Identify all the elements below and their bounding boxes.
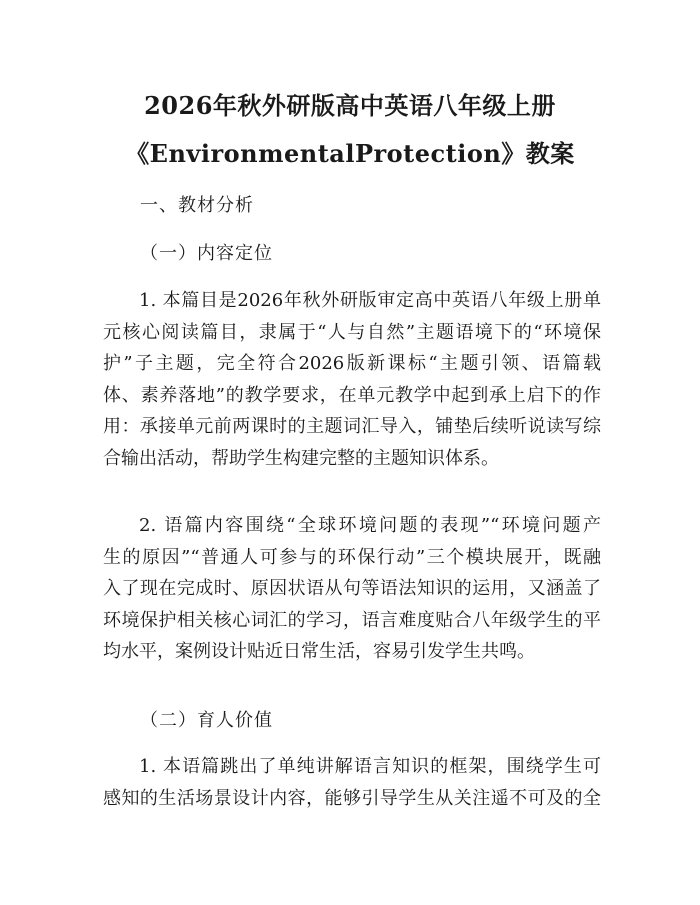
paragraph-1-line: 元核心阅读篇目，隶属于“人与自然”主题语境下的“环境保 [103, 321, 601, 343]
document-title-line-2: 《EnvironmentalProtection》教案 [125, 139, 575, 168]
section-heading-textbook-analysis: 一、教材分析 [140, 195, 254, 216]
paragraph-1-line: 合输出活动，帮助学生构建完整的主题知识体系。 [103, 447, 499, 469]
subsection-heading-content-positioning: （一）内容定位 [140, 243, 273, 264]
paragraph-2-line: 入了现在完成时、原因状语从句等语法知识的运用，又涵盖了 [103, 578, 601, 599]
paragraph-2 [103, 510, 601, 668]
paragraph-2-line: 均水平，案例设计贴近日常生活，容易引发学生共鸣。 [103, 641, 535, 662]
paragraph-3-line: 1. 本语篇跳出了单纯讲解语言知识的框架，围绕学生可 [139, 756, 601, 777]
paragraph-3-line: 感知的生活场景设计内容，能够引导学生从关注遥不可及的全 [103, 787, 601, 809]
paragraph-1-line: 1. 本篇目是2026年秋外研版审定高中英语八年级上册单 [139, 290, 601, 311]
paragraph-3 [103, 751, 601, 814]
paragraph-2-line: 2. 语篇内容围绕“全球环境问题的表现”“环境问题产 [139, 515, 601, 536]
paragraph-1 [103, 285, 601, 474]
paragraph-1-line: 体、素养落地”的教学要求，在单元教学中起到承上启下的作 [103, 384, 601, 406]
subsection-heading-educational-value: （二）育人价值 [140, 710, 273, 731]
paragraph-2-line: 生的原因”“普通人可参与的环保行动”三个模块展开，既融 [103, 546, 601, 568]
paragraph-1-line: 用：承接单元前两课时的主题词汇导入，铺垫后续听说读写综 [103, 416, 601, 437]
paragraph-1-line: 护”子主题，完全符合2026版新课标“主题引领、语篇载 [103, 353, 601, 374]
paragraph-2-line: 环境保护相关核心词汇的学习，语言难度贴合八年级学生的平 [103, 609, 601, 631]
document-title-line-1: 2026年秋外研版高中英语八年级上册 [144, 91, 556, 120]
